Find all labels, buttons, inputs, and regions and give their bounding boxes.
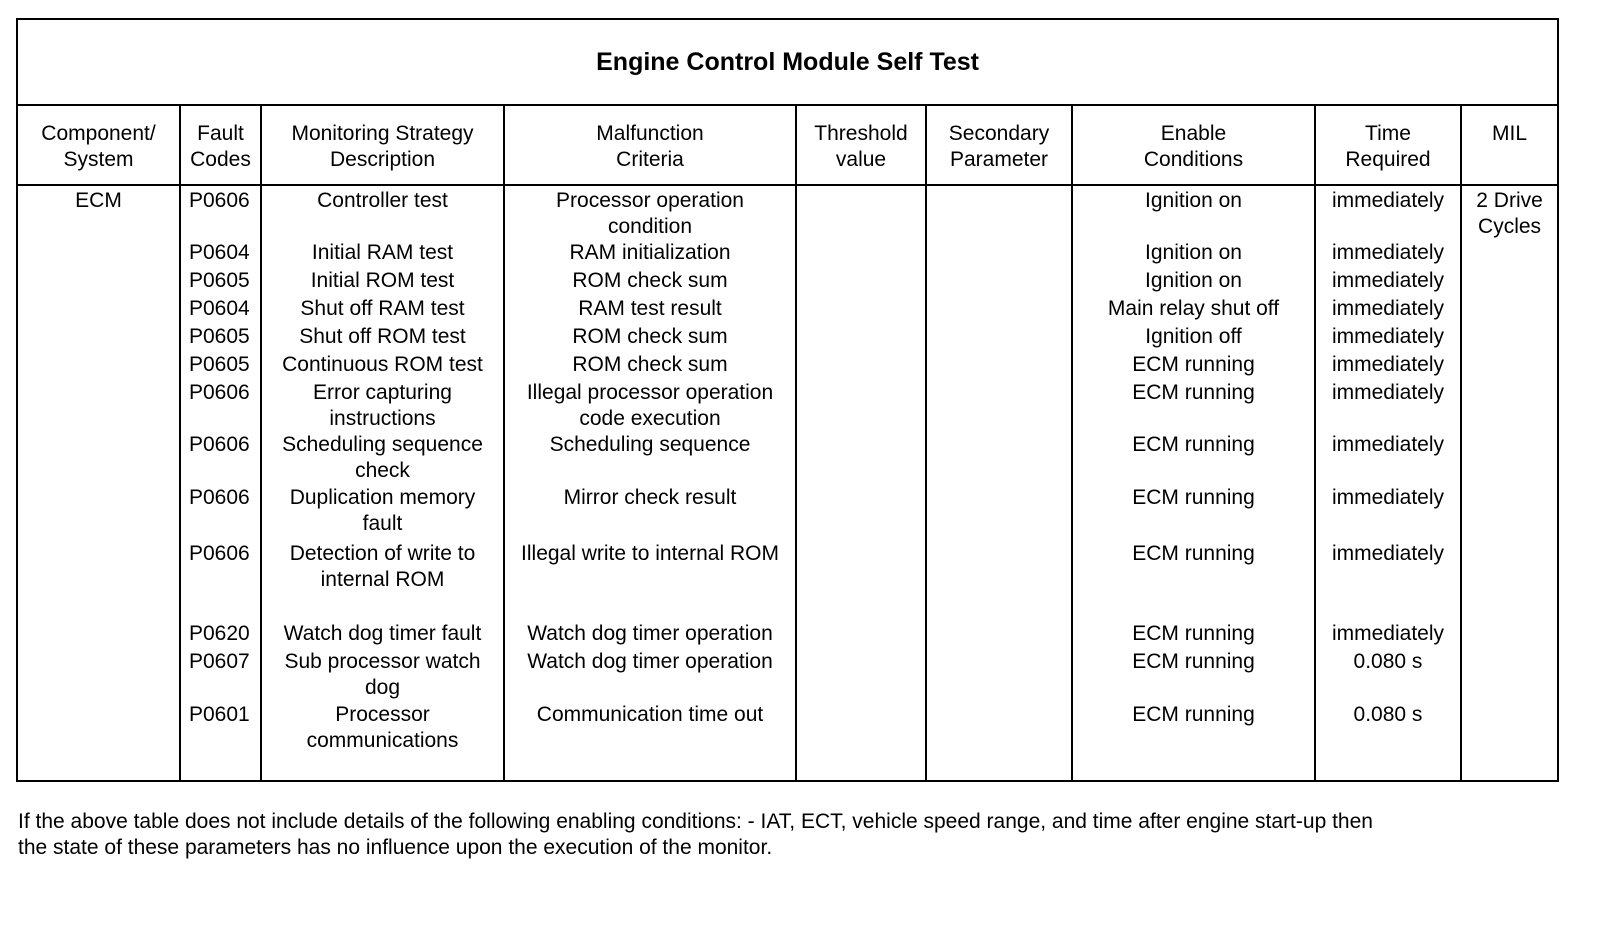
time-text: immediately [1331,241,1445,264]
threshold-cell [796,185,926,781]
fault-code: P0606 [189,486,250,509]
enable-text: ECM running [1132,433,1255,456]
enable-text: Ignition on [1145,269,1242,292]
header-strategy: Monitoring Strategy Description [261,105,504,185]
criteria-text: RAM initialization [569,241,731,264]
header-secondary: Secondary Parameter [926,105,1072,185]
strategy-text: Duplication memory fault [289,486,476,535]
criteria-text: RAM test result [578,297,722,320]
time-text: immediately [1331,269,1445,292]
time-text: 0.080 s [1353,650,1423,673]
criteria-text: Illegal write to internal ROM [521,542,779,565]
strategy-text: Initial RAM test [311,241,454,264]
time-cell [1315,185,1461,781]
strategy-text: Error capturing instructions [313,381,452,430]
header-component: Component/ System [17,105,180,185]
fault-code: P0607 [189,650,250,673]
mil-value: 2 Drive Cycles [1476,189,1543,238]
fault-code: P0605 [189,353,250,376]
enable-text: ECM running [1132,353,1255,376]
enable-text: ECM running [1132,486,1255,509]
criteria-text: Watch dog timer operation [527,650,773,673]
secondary-cell [926,185,1072,781]
enable-text: Ignition on [1145,241,1242,264]
fault-code: P0604 [189,241,250,264]
header-fault-codes: Fault Codes [180,105,261,185]
header-malfunction: Malfunction Criteria [504,105,796,185]
strategy-text: Sub processor watch dog [284,650,481,699]
table-title: Engine Control Module Self Test [17,19,1558,105]
time-text: immediately [1331,189,1445,212]
footer-note: If the above table does not include details of the following enabling conditions: - IAT, ECT, vehicle speed range, and time after engine start-up then the state of these parameters has no influence upon the execution of the monitor. [18,810,1373,859]
header-enable: Enable Conditions [1072,105,1315,185]
strategy-text: Continuous ROM test [282,353,483,376]
header-mil: MIL [1461,105,1558,185]
time-text: immediately [1331,622,1445,645]
strategy-text: Initial ROM test [310,269,455,292]
fault-code: P0604 [189,297,250,320]
fault-code: P0606 [189,542,250,565]
criteria-text: Processor operation condition [556,189,744,238]
enable-text: ECM running [1132,542,1255,565]
fault-codes-cell [180,185,261,781]
header-time: Time Required [1315,105,1461,185]
component-value: ECM [75,189,122,212]
time-text: immediately [1331,325,1445,348]
strategy-text: Shut off ROM test [299,325,466,348]
malfunction-cell [504,185,796,781]
mil-cell [1461,185,1558,781]
time-text: immediately [1331,381,1445,404]
fault-code: P0605 [189,325,250,348]
time-text: immediately [1331,542,1445,565]
criteria-text: Communication time out [536,703,764,726]
criteria-text: Scheduling sequence [549,433,751,456]
header-threshold: Threshold value [796,105,926,185]
strategy-text: Controller test [317,189,448,212]
time-text: immediately [1331,486,1445,509]
body-row [17,185,1558,781]
enable-text: ECM running [1132,703,1255,726]
fault-code: P0601 [189,703,250,726]
fault-code: P0606 [189,189,250,212]
criteria-text: ROM check sum [572,353,728,376]
strategy-text: Shut off RAM test [300,297,465,320]
time-text: immediately [1331,297,1445,320]
time-text: immediately [1331,433,1445,456]
fault-code: P0606 [189,433,250,456]
strategy-text: Detection of write to internal ROM [289,542,476,591]
criteria-text: ROM check sum [572,269,728,292]
fault-code: P0606 [189,381,250,404]
enable-text: ECM running [1132,622,1255,645]
criteria-text: Watch dog timer operation [527,622,773,645]
fault-code: P0605 [189,269,250,292]
strategy-text: Watch dog timer fault [283,622,482,645]
strategy-cell [261,185,504,781]
self-test-table [16,18,1559,782]
strategy-text: Processor communications [306,703,459,752]
enable-text: Ignition off [1145,325,1242,348]
fault-code: P0620 [189,622,250,645]
enable-text: ECM running [1132,381,1255,404]
enable-text: ECM running [1132,650,1255,673]
enable-text: Main relay shut off [1107,297,1280,320]
criteria-text: Mirror check result [563,486,737,509]
criteria-text: Illegal processor operation code execution [526,381,774,430]
component-cell [17,185,180,781]
time-text: 0.080 s [1353,703,1423,726]
strategy-text: Scheduling sequence check [282,433,483,482]
enable-cell [1072,185,1315,781]
header-row [17,105,1558,185]
criteria-text: ROM check sum [572,325,728,348]
enable-text: Ignition on [1145,189,1242,212]
time-text: immediately [1331,353,1445,376]
